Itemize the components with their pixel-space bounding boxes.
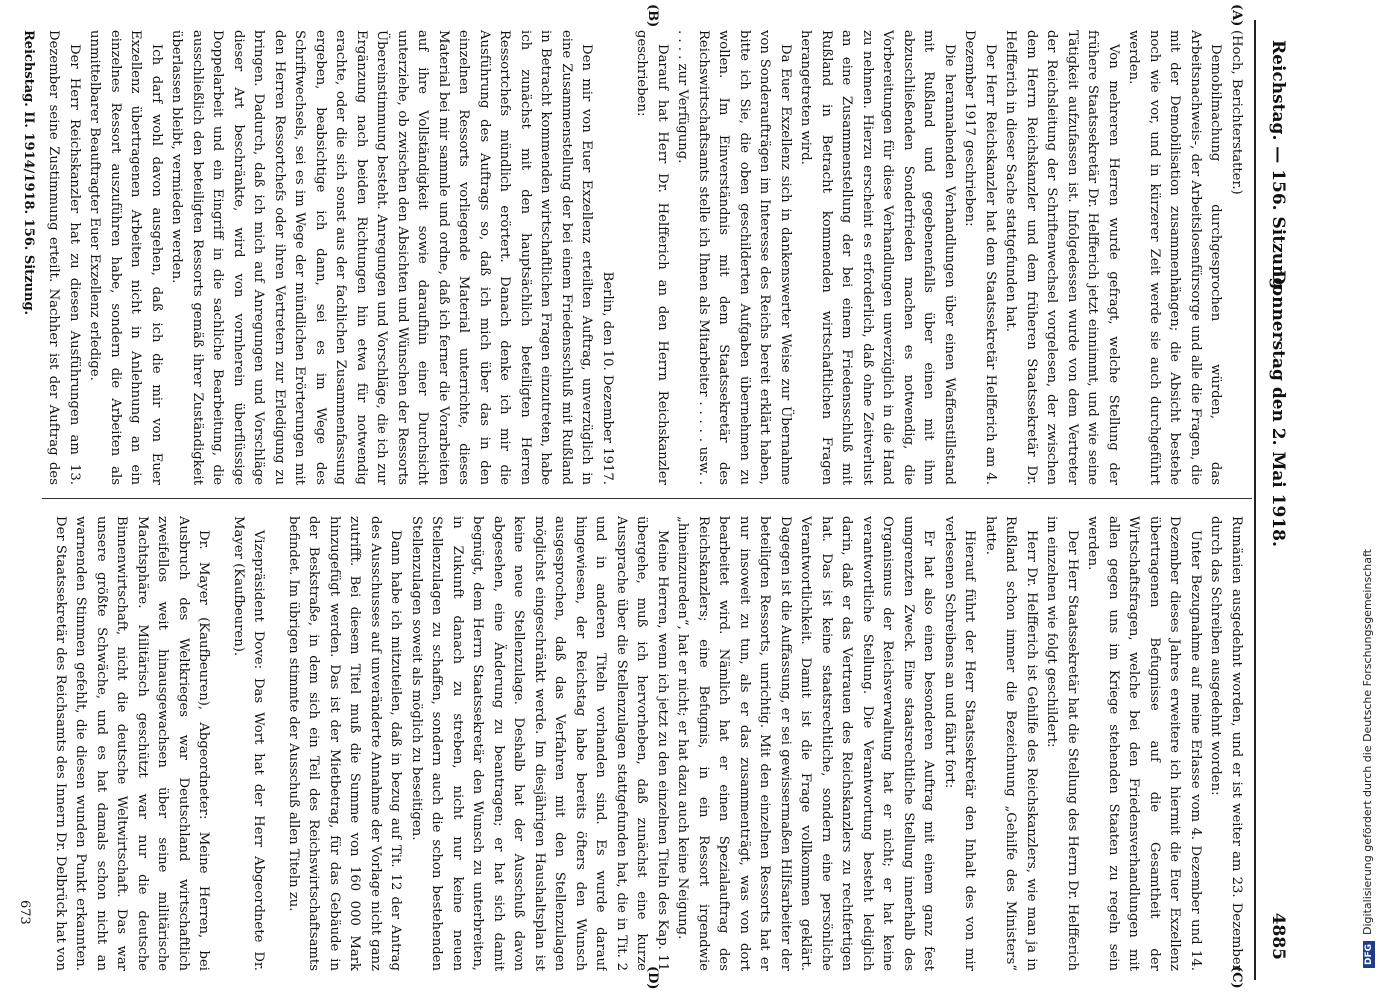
header-page-number: 4885 <box>1268 912 1288 960</box>
speaker-paragraph: Dr. Mayer (Kaufbeuren), Abgeordneter: Meine Herren, bei Ausbruch des Weltkrieges war Deutschland wirtschaftlich zweifellos weit hinausgewachsen über seine militärische Machtsphäre. Militärisch geschützt war nur die deutsche Binnenwirtschaft, nicht die deutsche Weltwirtschaft. Das war unsere größte Schwäche, und es hat damals schon nicht an warnenden Stimmen gefehlt, die diesen wunden Punkt erkannten. Der Staatssekretär des Reichsamts des Innern Dr. Delbrück hat von <box>53 516 212 971</box>
paragraph: Der Herr Reichskanzler hat zu diesen Ausführungen am 13. Dezember seine Zustimmung erteilt. Nachher ist der Auftrag des <box>46 30 82 485</box>
quoted-paragraph: Die herannahenden Verhandlungen über einen Waffenstillstand mit Rußland und gegebenenfalls über einen mit ihm abzuschließenden Sonderfrieden machen es notwendig, die Vorbereitungen für diese Verhandlungen unverzüglich in die Hand zu nehmen. Hierzu erscheint es erforderlich, daß ohne Zeitverlust an eine Zusammenstellung der bei einem Friedensschluß mit Rußland in Betracht kommenden wirtschaftlichen Fragen herangetreten wird. <box>798 30 957 485</box>
dfg-logo-icon: DFG <box>1363 941 1375 968</box>
margin-mark-c: (C) <box>1229 966 1244 989</box>
quoted-paragraph: Den mir von Euer Exzellenz erteilten Auftrag, unverzüglich in eine Zusammenstellung der bei einem Friedensschluß mit Rußland in Betracht kommenden wirtschaftlichen Fragen einzutreten, habe ich zunächst mit den hauptsächlich beteiligten Herren Ressortchefs mündlich erörtert. Danach denke ich mir die Ausführung des Auftrags so, daß ich mich über das in den einzelnen Ressorts vorliegende Material unterrichte, dieses Material bei mir sammle und ordne, daß ich ferner die Vorarbeiten auf ihre Vollständigkeit sowie daraufhin einer Durchsicht unterziehe, ob zwischen den Absichten und Wünschen der Ressorts Übereinstimmung besteht. Anregungen und Vorschläge, die ich zur Ergänzung nach beiden Richtungen hin etwa für notwendig erachte, oder die sich sonst aus der fachlichen Zusammenfassung ergeben, beabsichtige ich dann, sei es im Wege des Schriftwechsels, sei es im Wege der mündlichen Erörterungen mit den Herren Ressortchefs oder ihren Vertretern zur Erledigung zu bringen. Dadurch, daß ich mich auf Anregungen und Vorschläge dieser Art beschränkte, wird von vornherein überflüssige Doppelarbeit und ein Eingriff in die sachliche Bearbeitung, die ausschließlich den beteiligten Ressorts gemäß ihrer Zuständigkeit überlassen bleibt, vermieden werden. <box>169 30 595 485</box>
paragraph: Der Herr Reichskanzler hat dem Staatssekretär Helfferich am 4. Dezember 1917 geschrieben: <box>962 30 998 485</box>
quoted-paragraph: Er hat also einen besonderen Auftrag mit einem ganz fest umgrenzten Zweck. Eine staatsrechtliche Stellung innerhalb des Organismus der Reichsverwaltung hat er nicht; er hat keine verantwortliche Stellung. Die Verantwortung besteht lediglich darin, daß er das Vertrauen des Reichskanzlers zu rechtfertigen hat. Das ist keine staatsrechtliche, sondern eine persönliche Verantwortlichkeit. Damit ist die Frage vollkommen geklärt. Dagegen ist die Auffassung, er sei gewissermaßen Hilfsarbeiter der beteiligten Ressorts, unrichtig. Mit den einzelnen Ressorts hat er nur insoweit zu tun, als er das zusammenträgt, was von dort bearbeitet wird. Nämlich hat er einen Spezialauftrag des Reichskanzlers; eine Befugnis, in ein Ressort irgendwie „hineinzureden“, hat er nicht; er hat dazu auch keine Neigung. <box>675 516 937 971</box>
quoted-paragraph: Ich darf wohl davon ausgehen, daß ich die mir von Euer Exzellenz übertragenen Arbeiten nicht in Anlehnung an ein einzelnes Ressort auszuführen habe, sondern die Arbeiten als unmittelbarer Beauftragter Euer Exzellenz erledige. <box>87 30 164 485</box>
paragraph: (Hoch, Berichterstatter.) <box>1229 30 1244 195</box>
margin-mark-d: (D) <box>645 966 660 990</box>
quoted-paragraph: Da Euer Exzellenz sich in dankenswerter Weise zur Übernahme von Sonderaufträgen im Interesse des Reichs bereit erklärt haben, bitte ich Sie, die oben geschilderten Aufgaben übernehmen zu wollen. Im Einverständnis mit dem Staatssekretär des Reichswirtschaftsamts stelle ich Ihnen als Mitarbeiter . . . . . usw. . . . . . zur Verfügung. <box>675 30 793 485</box>
footer-page-number: 673 <box>17 900 32 925</box>
left-column <box>46 30 1246 485</box>
credit-text: Digitalisierung gefördert durch die Deutsche Forschungsgemeinschaft <box>1361 549 1374 935</box>
digitization-credit-text <box>1361 0 1383 968</box>
paragraph: Demobilmachung durchgesprochen würden, das Arbeitsnachweis-, der Arbeitslosenfürsorge und alle die Fragen, die mit der Demobilisation zusammenhängen; die Absicht bestehe noch wie vor, und in kürzerer Zeit werde sie auch durchgeführt werden. <box>1126 30 1224 485</box>
speaker-paragraph: Vizepräsident Dove: Das Wort hat der Herr Abgeordnete Dr. Mayer (Kaufbeuren). <box>231 516 267 971</box>
page-footer: Reichstag. II. 1914/1918. 156. Sitzung. <box>21 30 36 316</box>
quoted-paragraph: Unter Bezugnahme auf meine Erlasse vom 4. Dezember und 14. Dezember dieses Jahres erweitere ich hiermit die Euer Exzellenz übertragenen Befugnisse auf die Gesamtheit der Wirtschaftsfragen, welche bei den Friedensverhandlungen mit allen gegen uns im Kriege stehenden Staaten zu regeln sein werden. <box>1085 516 1203 971</box>
header-rule <box>1254 20 1256 980</box>
paragraph: Rumänien ausgedehnt worden, und er ist weiter am 23. Dezember durch das Schreiben ausgedehnt worden: <box>1208 516 1244 971</box>
margin-mark-a: (A) <box>1229 4 1244 27</box>
right-column <box>46 516 1246 971</box>
header-left: Reichstag. — 156. Sitzung. <box>1268 40 1288 296</box>
letter-date: Berlin, den 10. Dezember 1917. <box>600 271 615 485</box>
column-divider <box>42 498 1252 499</box>
quoted-paragraph: Herr Dr. Helfferich ist Gehilfe des Reichskanzlers, wie man ja in Rußland schon immer die Bezeichnung „Gehilfe des Ministers“ hatte. <box>983 516 1039 971</box>
page-header <box>1262 40 1292 960</box>
paragraph: Meine Herren, wenn ich jetzt zu den einzelnen Titeln des Kap. 11 übergehe, muß ich hervorheben, daß zunächst eine kurze Aussprache über die Stellenzulagen stattgefunden hat, die in Tit. 2 und in anderen Titeln vorhanden sind. Es wurde darauf hingewiesen, der Reichstag habe bereits öfters den Wunsch ausgesprochen, daß das Verfahren mit den Stellenzulagen möglichst eingeschränkt werde. Im diesjährigen Haushaltsplan ist keine neue Stellenzulage. Deshalb hat der Ausschuß davon abgesehen, eine Änderung zu beantragen; er hat sich damit begnügt, dem Herrn Staatssekretär den Wunsch zu unterbreiten, in Zukunft danach zu streben, nicht nur keine neuen Stellenzulagen zu schaffen, sondern auch die schon bestehenden Stellenzulagen soweit als möglich zu beseitigen. <box>409 516 670 971</box>
digitization-credit <box>1355 0 1383 1000</box>
paragraph: Darauf hat Herr Dr. Helfferich an den Herrn Reichskanzler geschrieben: <box>634 30 670 485</box>
paragraph: Der Herr Staatssekretär hat die Stellung des Herrn Dr. Helfferich im einzelnen wie folgt geschildert: <box>1044 516 1080 971</box>
paragraph: Hierauf führt der Herr Staatssekretär den Inhalt des von mir verlesenen Schreibens an und fährt fort: <box>942 516 978 971</box>
paragraph: Von mehreren Herren wurde gefragt, welche Stellung der frühere Staatssekretär Dr. Helfferich jetzt einnimmt, und wie seine Tätigkeit aufzufassen ist. Infolgedessen wurde von dem Vertreter der Reichsleitung der Schriftenwechsel vorgelesen, der zwischen dem Herrn Reichskanzler und dem früheren Staatssekretär Dr. Helfferich in dieser Sache stattgefunden hat. <box>1003 30 1121 485</box>
header-center: Donnerstag den 2. Mai 1918. <box>1268 270 1288 547</box>
margin-mark-b: (B) <box>645 4 660 28</box>
paragraph: Dann habe ich mitzuteilen, daß in bezug auf Tit. 12 der Antrag des Ausschusses auf unveränderte Annahme der Vorlage nicht ganz zutrifft. Bei diesem Titel muß die Summe von 160 000 Mark hinzugefügt werden. Das ist der Mietbetrag, für das Gebäude in der Beskstraße, in dem sich ein Teil des Reichswirtschaftsamts befindet. Im übrigen stimmte der Ausschuß allen Titeln zu. <box>286 516 404 971</box>
